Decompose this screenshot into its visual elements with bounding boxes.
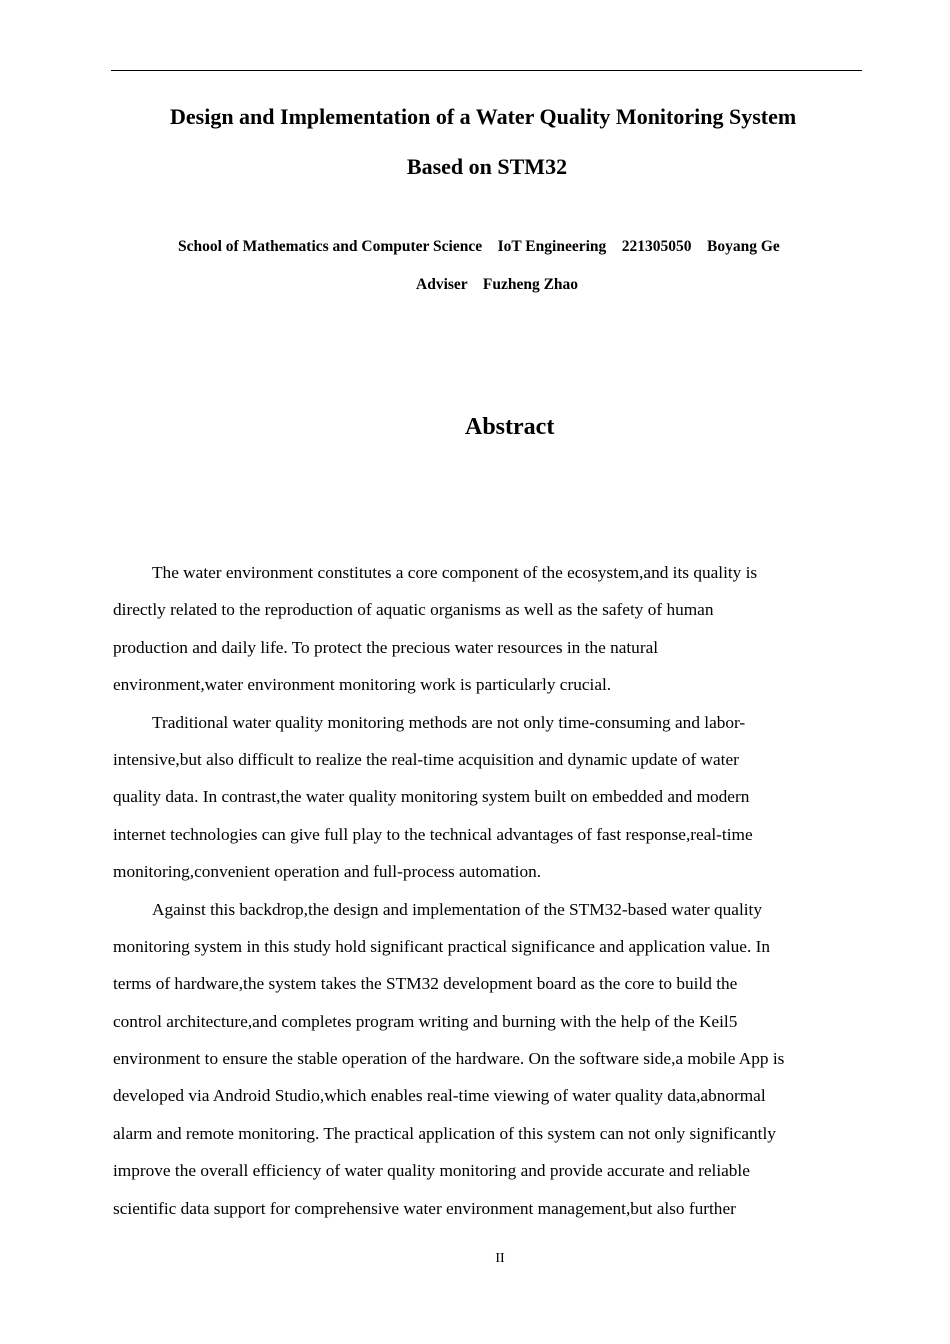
abstract-line: quality data. In contrast,the water quality monitoring system built on embedded and modern [113,787,750,807]
abstract-line: improve the overall efficiency of water quality monitoring and provide accurate and reliable [113,1161,750,1181]
abstract-line: The water environment constitutes a core component of the ecosystem,and its quality is [152,563,758,582]
abstract-body [113,554,861,1227]
abstract-line: environment to ensure the stable operation of the hardware. On the software side,a mobile App is [113,1049,785,1069]
adviser-line: Adviser Fuzheng Zhao [416,276,579,293]
page-number: II [495,1251,505,1266]
abstract-line: production and daily life. To protect the precious water resources in the natural [113,637,659,657]
abstract-line: internet technologies can give full play to the technical advantages of fast response,real-time [113,824,753,844]
author-info-line: School of Mathematics and Computer Science IoT Engineering 221305050 Boyang Ge [178,238,780,255]
abstract-line: Against this backdrop,the design and implementation of the STM32-based water quality [152,899,762,919]
abstract-line: terms of hardware,the system takes the STM32 development board as the core to build the [113,974,738,994]
abstract-line: Traditional water quality monitoring methods are not only time-consuming and labor- [152,712,746,732]
abstract-heading: Abstract [465,414,555,440]
paper-title-line-2: Based on STM32 [406,154,568,179]
abstract-line: environment,water environment monitoring work is particularly crucial. [113,675,612,695]
abstract-line: developed via Android Studio,which enables real-time viewing of water quality data,abnormal [113,1086,766,1106]
abstract-line: alarm and remote monitoring. The practical application of this system can not only significantly [113,1123,776,1143]
abstract-line: control architecture,and completes program writing and burning with the help of the Keil5 [113,1011,738,1031]
abstract-line: directly related to the reproduction of aquatic organisms as well as the safety of human [113,600,714,620]
abstract-line: intensive,but also difficult to realize the real-time acquisition and dynamic update of water [113,749,739,769]
header-rule [111,70,862,71]
paper-title-line-1: Design and Implementation of a Water Quality Monitoring System [170,104,797,129]
abstract-line: monitoring,convenient operation and full-process automation. [113,862,542,882]
abstract-line: monitoring system in this study hold significant practical significance and application value. In [113,936,771,956]
abstract-line: scientific data support for comprehensive water environment management,but also further [113,1198,736,1218]
